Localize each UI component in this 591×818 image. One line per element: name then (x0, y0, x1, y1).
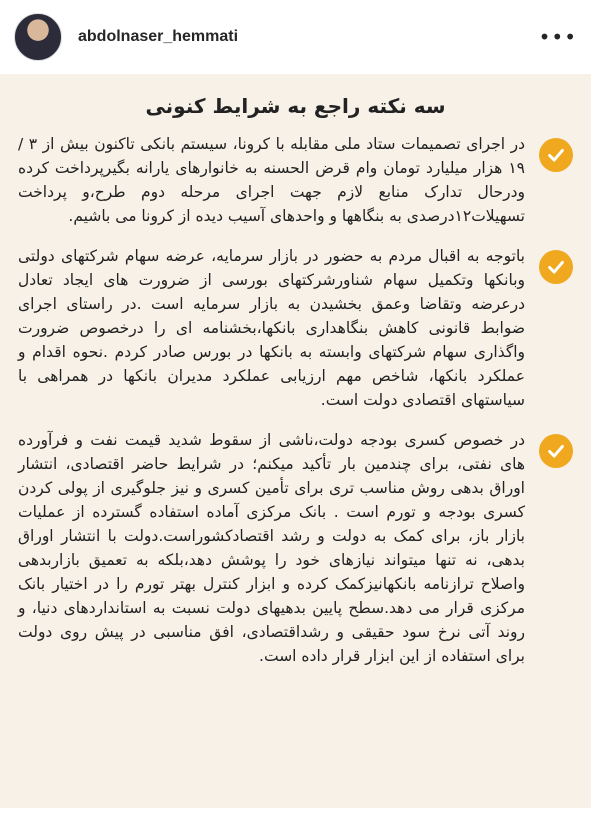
checkmark-icon (539, 138, 573, 172)
bottom-bar (0, 808, 591, 818)
point-text-2: باتوجه به اقبال مردم به حضور در بازار سرمایه، عرضه سهام شرکتهای دولتی وبانکها وتکمیل سهام شناورشرکتهای بورسی از ضرورت های ایجاد تعادل درعرضه وتقاضا وعمق بخشیدن به بازار سرمایه است .در راستای اجرای ضوابط قانونی کاهش بنگاهداری بانکها،بخشنامه ای را درخصوص ضرورت واگذاری سهام شرکتهای وابسته به بانکها در بورس صادر کردم .نحوه اقدام و عملکرد بانکها، شاخص مهم ارزیابی عملکرد مدیران بانکها در همراهی با سیاستهای اقتصادی دولت است. (18, 247, 525, 409)
more-icon[interactable]: ••• (538, 25, 577, 49)
point-text-3: در خصوص کسری بودجه دولت،ناشی از سقوط شدید قیمت نفت و فرآورده های نفتی، برای چندمین بار تأکید میکنم؛ در شرایط حاضر اقتصادی، انتشار اوراق بدهی روش مناسب تری برای تأمین کسری و نیز جلوگیری از پولی کردن کسری بودجه و تورم است . بانک مرکزی آماده استفاده گسترده از عملیات بازار باز، برای کمک به دولت و رشد اقتصادکشوراست.دولت با انتشار اوراق بدهی، نه تنها میتواند نیازهای خود را پوشش دهد،بلکه به تعمیق بازاربدهی واصلاح ترازنامه بانکهانیزکمک کرده و ابزار کنترل بهتر تورم را در اختیار بانک مرکزی قرار می دهد.سطح پایین بدهیهای دولت نسبت به استانداردهای دنیا، و روند آتی نرخ سود حقیقی و رشداقتصادی، افق مناسبی در پیش روی دولت برای استفاده از این ابزار قرار داده است. (18, 431, 525, 665)
username[interactable]: abdolnaser_hemmati (78, 28, 239, 45)
checkmark-icon (539, 250, 573, 284)
post-title: سه نکته راجع به شرایط کنونی (145, 94, 446, 118)
avatar[interactable] (14, 13, 62, 61)
point-text-1: در اجرای تصمیمات ستاد ملی مقابله با کرونا، سیستم بانکی تاکنون بیش از ۳ /۱۹ هزار میلیارد تومان وام قرض الحسنه به خانوارهای یارانه بگیرپرداخت کرده ودرحال تدارک منابع لازم جهت اجرای مرحله دوم طرح،و پرداخت تسهیلات۱۲درصدی به بنگاهها و واحدهای آسیب دیده از کرونا می باشیم. (18, 135, 525, 225)
point-item (18, 132, 573, 228)
post-image (0, 74, 591, 808)
post-header (0, 0, 591, 74)
checkmark-icon (539, 434, 573, 468)
point-item (18, 428, 573, 668)
point-item (18, 244, 573, 412)
